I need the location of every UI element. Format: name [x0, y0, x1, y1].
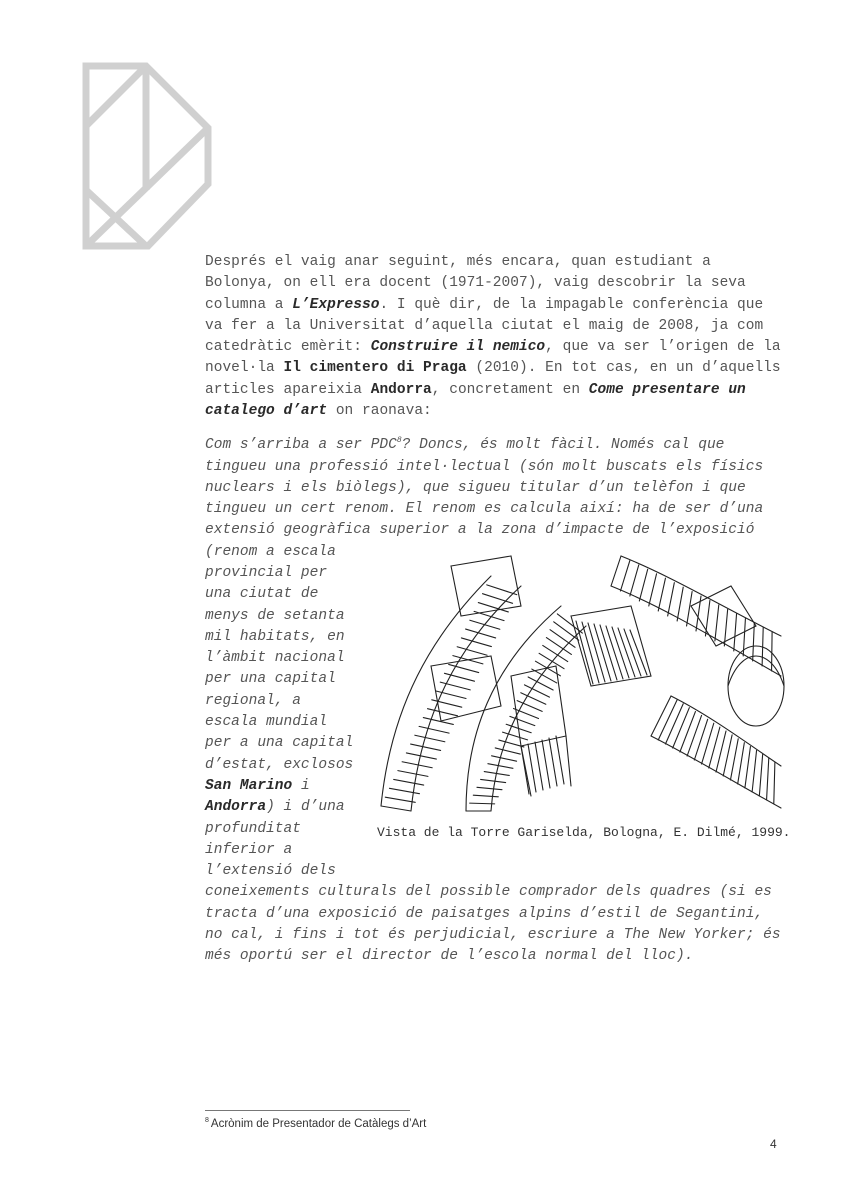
- footnote-ref: 8: [396, 436, 402, 446]
- paragraph: Després el vaig anar seguint, més encara, quan estudiant a Bolonya, on ell era docent (1971-2007), vaig descobrir la seva columna a L’Expresso. I què dir, de la impagable conferència que va fer a la Universitat d’aquella ciutat el maig de 2008, ja com catedràtic emèrit: Construire il nemico, que va ser l’origen de la novel·la Il cimentero di Praga (2010). En tot cas, en un d’aquells articles apareixia Andorra, concretament en Come presentare un catalego d’art on raonava:: [205, 254, 781, 420]
- figure: [371, 546, 791, 868]
- figure-caption: Vista de la Torre Gariselda, Bologna, E. Dilmé, 1999.: [377, 824, 791, 840]
- city-sketch-image: [371, 546, 791, 816]
- main-text: [205, 252, 791, 968]
- footnote: $^8$ Acrònim de Presentador de Catàlegs d’Art: [205, 1117, 427, 1130]
- page-number: 4: [770, 1137, 777, 1151]
- logo-icon: [82, 60, 214, 250]
- footnote-divider: [205, 1110, 410, 1111]
- block-quote: Com s’arriba a ser PDC$^8$? Doncs, és molt fàcil. Només cal que tingueu una professió intel·lectual (són molt buscats els físics nuclears i els biòlegs), que sigueu titular d’un telèfon i que tingueu un cert renom. El renom es calcula així: ha de ser d’una extensió geogràfica superior a la zona Vista de la Torre Gariselda, Bologna, E. Dilmé, 1999. d’impacte de l’exposició (renom a escala provincial per una ciutat de menys de setanta mil habitats, en l’àmbit nacional per una capital regional, a escala mundial per a una capital d’estat, exclosos San Marino i Andorra) i d’una profunditat inferior a l’extensió dels coneixements culturals del possible comprador dels quadres (si es tracta d’una exposició de paisatges alpins d’estil de Segantini, no cal, i fins i tot és perjudicial, escriure a The New Yorker; és més oportú ser el director de l’escola normal del lloc).: [205, 430, 785, 967]
